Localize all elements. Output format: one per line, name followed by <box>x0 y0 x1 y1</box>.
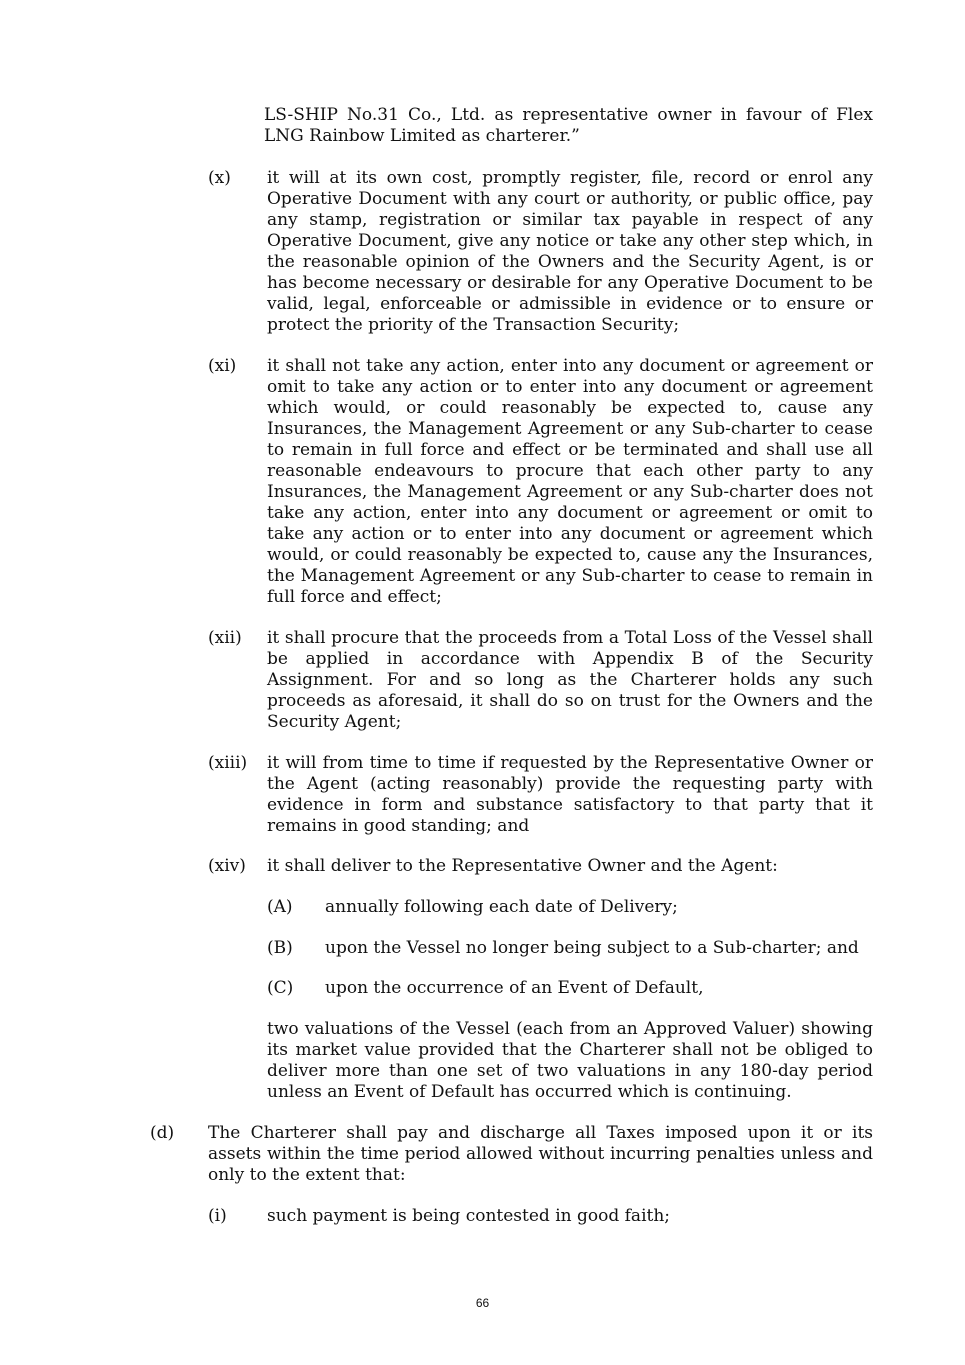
clause-label-xiv: (xiv) <box>208 856 246 876</box>
clause-text-x: it will at its own cost, promptly register, file, record or enrol any Operative Document with any court or authority, or public office, pay any stamp, registration or similar tax payable in respect of any Operative Document, give any notice or take any other step which, in the reasonable opinion of the Owners and the Security Agent, is or has become necessary or desirable for any Operative Document to be valid, legal, enforceable or admissible in evidence or to ensure or protect the priority of the Transaction Security; <box>267 168 873 335</box>
subclause-text-c: upon the occurrence of an Event of Default, <box>325 978 704 998</box>
clause-label-xiii: (xiii) <box>208 753 248 773</box>
page-number: 66 <box>475 1296 490 1310</box>
continuation-paragraph: LS-SHIP No.31 Co., Ltd. as representative owner in favour of Flex LNG Rainbow Limited as charterer.” <box>264 105 873 146</box>
paragraph-label-d: (d) <box>150 1123 175 1143</box>
item-text-i: such payment is being contested in good faith; <box>267 1206 671 1226</box>
clause-text-xiv: it shall deliver to the Representative Owner and the Agent: <box>267 856 778 876</box>
item-label-i: (i) <box>208 1206 227 1226</box>
subclause-text-b: upon the Vessel no longer being subject to a Sub-charter; and <box>325 938 859 958</box>
subclause-label-a: (A) <box>267 897 293 917</box>
clause-label-x: (x) <box>208 168 231 188</box>
paragraph-text-d: The Charterer shall pay and discharge all Taxes imposed upon it or its assets within the time period allowed without incurring penalties unless and only to the extent that: <box>208 1123 873 1185</box>
subclause-label-c: (C) <box>267 978 294 998</box>
clause-text-xi: it shall not take any action, enter into any document or agreement or omit to take any action or to enter into any document or agreement which would, or could reasonably be expected to, cause any Insurances, the Management Agreement or any Sub-charter to cease to remain in full force and effect or be terminated and shall use all reasonable endeavours to procure that each other party to any Insurances, the Management Agreement or any Sub-charter does not take any action, enter into any document or agreement or omit to take any action or to enter into any document or agreement which would, or could reasonably be expected to, cause any the Insurances, the Management Agreement or any Sub-charter to cease to remain in full force and effect; <box>267 356 873 607</box>
clause-text-xiii: it will from time to time if requested by the Representative Owner or the Agent (acting reasonably) provide the requesting party with evidence in form and substance satisfactory to that party that it remains in good standing; and <box>267 753 873 836</box>
clause-label-xii: (xii) <box>208 628 242 648</box>
clause-text-xii: it shall procure that the proceeds from a Total Loss of the Vessel shall be applied in accordance with Appendix B of the Security Assignment. For and so long as the Charterer holds any such proceeds as aforesaid, it shall do so on trust for the Owners and the Security Agent; <box>267 628 873 732</box>
valuation-paragraph: two valuations of the Vessel (each from an Approved Valuer) showing its market value provided that the Charterer shall not be obliged to deliver more than one set of two valuations in any 180-day period unless an Event of Default has occurred which is continuing. <box>267 1019 873 1102</box>
subclause-text-a: annually following each date of Delivery; <box>325 897 678 917</box>
subclause-label-b: (B) <box>267 938 293 958</box>
clause-label-xi: (xi) <box>208 356 237 376</box>
